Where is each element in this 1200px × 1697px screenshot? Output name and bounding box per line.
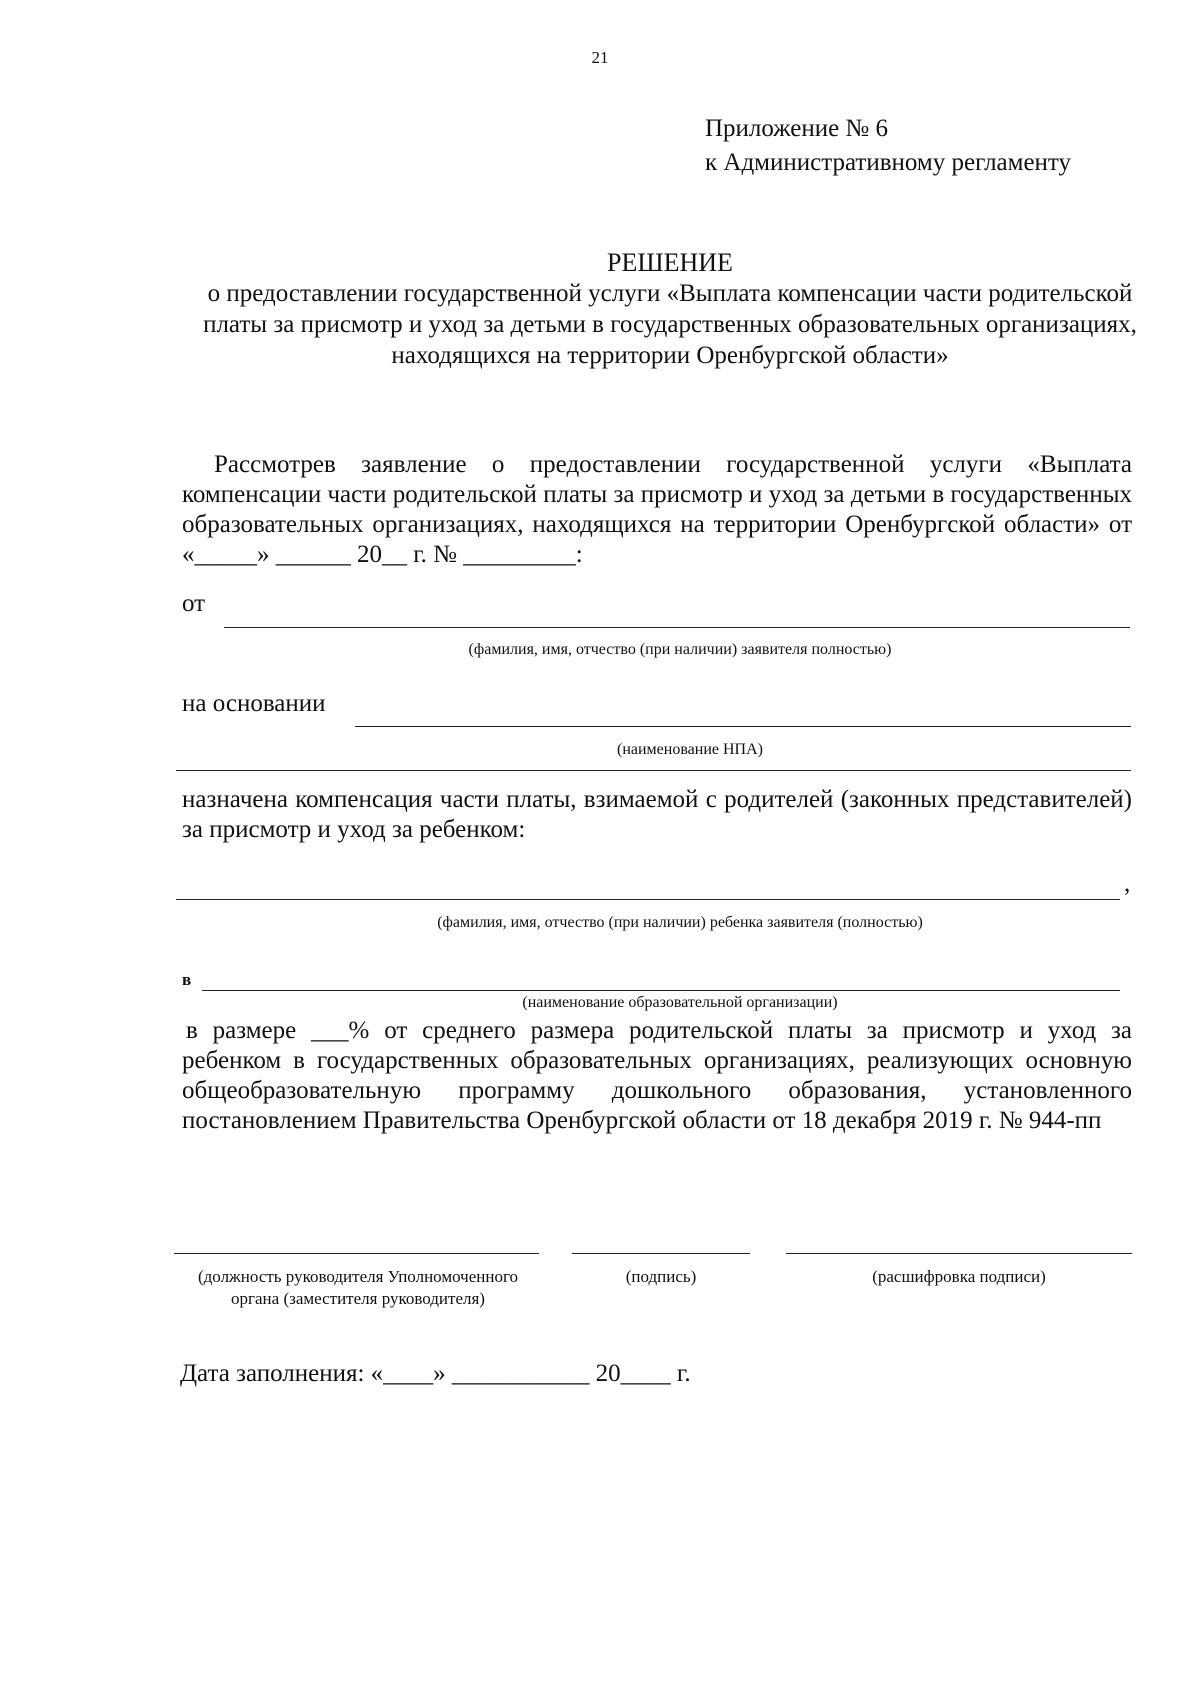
- organization-caption: (наименование образовательной организации): [522, 994, 838, 1011]
- applicant-name-line: [224, 627, 1130, 628]
- position-line: [174, 1253, 539, 1254]
- paragraph-amount: в размере ___% от среднего размера родительской платы за присмотр и уход за ребенком в государственных образовательных организациях, реализующих основную общеобразовательную программу дошкольного образования, установленного постановлением Правительства Оренбургской области от 18 декабря 2019 г. № 944-пп: [182, 1017, 1132, 1134]
- from-label: от: [182, 590, 206, 617]
- org-label: в: [182, 970, 192, 989]
- paragraph-assigned: назначена компенсация части платы, взимаемой с родителей (законных представителей) за присмотр и уход за ребенком:: [182, 786, 1132, 843]
- organization-line: [202, 990, 1120, 991]
- fill-date: Дата заполнения: «____» ___________ 20____ г.: [180, 1360, 691, 1387]
- appendix-line-2: к Административному регламенту: [705, 149, 1072, 176]
- child-comma: ,: [1124, 870, 1131, 897]
- signature-line: [572, 1253, 750, 1254]
- basis-underline: [176, 770, 1131, 771]
- child-name-caption: (фамилия, имя, отчество (при наличии) ребенка заявителя (полностью): [437, 914, 923, 931]
- child-name-line: [176, 899, 1120, 900]
- decode-line: [786, 1253, 1132, 1254]
- signature-caption: (подпись): [625, 1267, 697, 1286]
- position-caption: (должность руководителя Уполномоченного органа (заместителя руководителя): [197, 1267, 518, 1308]
- appendix-header: [705, 112, 1071, 180]
- decode-caption: (расшифровка подписи): [872, 1267, 1046, 1286]
- document-title: РЕШЕНИЕ: [607, 248, 733, 277]
- applicant-name-caption: (фамилия, имя, отчество (при наличии) заявителя полностью): [468, 641, 892, 658]
- basis-line: [355, 726, 1131, 727]
- document-subtitle: о предоставлении государственной услуги «Выплата компенсации части родительской платы за присмотр и уход за детьми в государственных образовательных организациях, находящихся на территории Оренбургской области»: [203, 280, 1137, 369]
- paragraph-considered: Рассмотрев заявление о предоставлении государственной услуги «Выплата компенсации части родительской платы за присмотр и уход за детьми в государственных образовательных организациях, находящихся на территории Оренбургской области» от «_____» ______ 20__ г. № _________:: [182, 451, 1132, 568]
- page-number: 21: [591, 48, 609, 67]
- basis-caption: (наименование НПА): [616, 741, 763, 758]
- basis-label: на основании: [182, 690, 326, 717]
- appendix-line-1: Приложение № 6: [705, 115, 889, 142]
